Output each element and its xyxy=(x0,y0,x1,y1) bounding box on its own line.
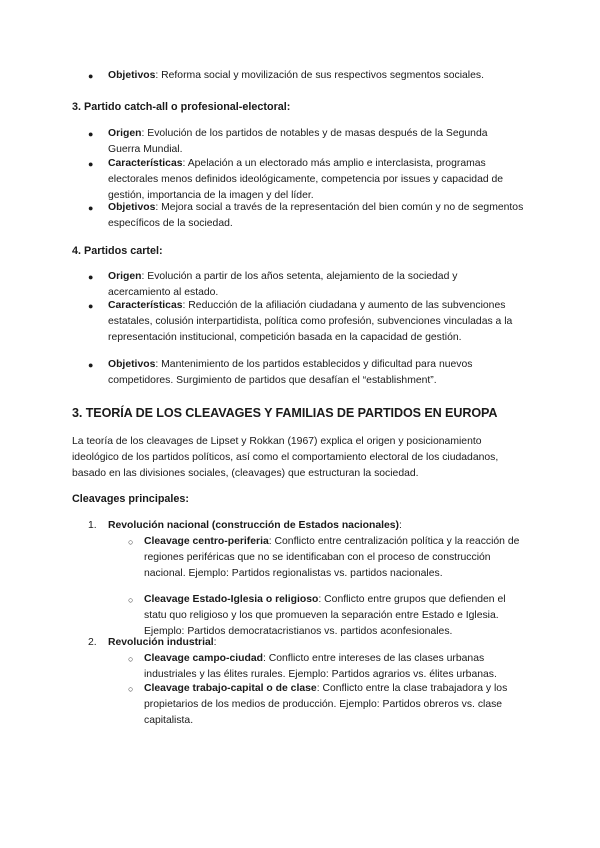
circle-bullet-icon: ○ xyxy=(128,595,134,605)
item-text: : Apelación a un electorado más amplio e interclasista, programas electorales menos definidos ideológicamente, competencia por issues y capacidad de gestión, importancia de la imagen y del líder. xyxy=(108,158,504,201)
circle-bullet-icon: ○ xyxy=(128,537,134,547)
item-text: : Mejora social a través de la representación del bien común y no de segmentos específicos de la sociedad. xyxy=(108,202,524,229)
subheading: Cleavages principales: xyxy=(72,493,190,505)
bullet-icon: ● xyxy=(88,159,94,169)
bullet-icon: ● xyxy=(88,203,94,213)
item-label: Cleavage Estado-Iglesia o religioso xyxy=(144,594,319,605)
bullet-icon: ● xyxy=(88,360,94,370)
item-title-suffix: : xyxy=(399,520,402,531)
item-label: Origen xyxy=(108,271,142,282)
item-title: Revolución nacional (construcción de Estados nacionales) xyxy=(108,520,400,531)
item-label: Objetivos xyxy=(108,70,156,81)
circle-bullet-icon: ○ xyxy=(128,684,134,694)
item-label: Características xyxy=(108,158,183,169)
item-text: : Reforma social y movilización de sus respectivos segmentos sociales. xyxy=(155,70,484,81)
section-heading: 4. Partidos cartel: xyxy=(72,245,163,257)
item-label: Cleavage centro-periferia xyxy=(144,536,269,547)
intro-paragraph: La teoría de los cleavages de Lipset y Rokkan (1967) explica el origen y posicionamiento ideológico de los partidos políticos, así como el comportamiento electoral de los ciudadanos, basado en las divisiones sociales, (cleavages) que estructuran la sociedad. xyxy=(72,436,499,479)
item-title: Revolución industrial xyxy=(108,637,214,648)
section-title: 3. TEORÍA DE LOS CLEAVAGES Y FAMILIAS DE PARTIDOS EN EUROPA xyxy=(72,406,498,420)
bullet-icon: ● xyxy=(88,301,94,311)
section-heading: 3. Partido catch-all o profesional-electoral: xyxy=(72,101,291,113)
item-label: Objetivos xyxy=(108,202,156,213)
bullet-icon: ● xyxy=(88,272,94,282)
circle-bullet-icon: ○ xyxy=(128,654,134,664)
item-label: Objetivos xyxy=(108,359,156,370)
item-text: : Conflicto entre intereses de las clases urbanas industriales y las élites rurales. Ejemplo: Partidos agrarios vs. élites urbanas. xyxy=(144,653,497,680)
item-text: : Evolución de los partidos de notables y de masas después de la Segunda Guerra Mundial. xyxy=(108,128,488,155)
item-text: : Reducción de la afiliación ciudadana y aumento de las subvenciones estatales, colusión interpartidista, política como profesión, subvenciones vinculadas a la representación institucional, competición basada en la capacidad de gestión. xyxy=(108,300,513,343)
item-label: Características xyxy=(108,300,183,311)
bullet-icon: ● xyxy=(88,129,94,139)
item-label: Cleavage campo-ciudad xyxy=(144,653,263,664)
item-text: : Conflicto entre centralización política y la reacción de regiones periféricas que no se identificaban con el proceso de construcción nacional. Ejemplo: Partidos regionalistas vs. partidos nacionales. xyxy=(144,536,520,579)
item-title-suffix: : xyxy=(213,637,217,648)
item-number: 2. xyxy=(88,637,97,648)
item-number: 1. xyxy=(88,520,97,531)
item-text: : Conflicto entre grupos que defienden el statu quo religioso y los que promueven la separación entre Estado e Iglesia. Ejemplo: Partidos democratacristianos vs. partidos aconfesionales. xyxy=(144,594,506,637)
item-label: Origen xyxy=(108,128,142,139)
item-text: : Mantenimiento de los partidos establecidos y dificultad para nuevos competidores. Surgimiento de partidos que desafían el “establishment”. xyxy=(108,359,473,386)
bullet-icon: ● xyxy=(88,71,94,81)
item-text: : Conflicto entre la clase trabajadora y los propietarios de los medios de producción. Ejemplo: Partidos obreros vs. clase capitalista. xyxy=(144,683,508,726)
item-text: : Evolución a partir de los años setenta, alejamiento de la sociedad y acercamiento al estado. xyxy=(108,271,458,298)
item-label: Cleavage trabajo-capital o de clase xyxy=(144,683,317,694)
